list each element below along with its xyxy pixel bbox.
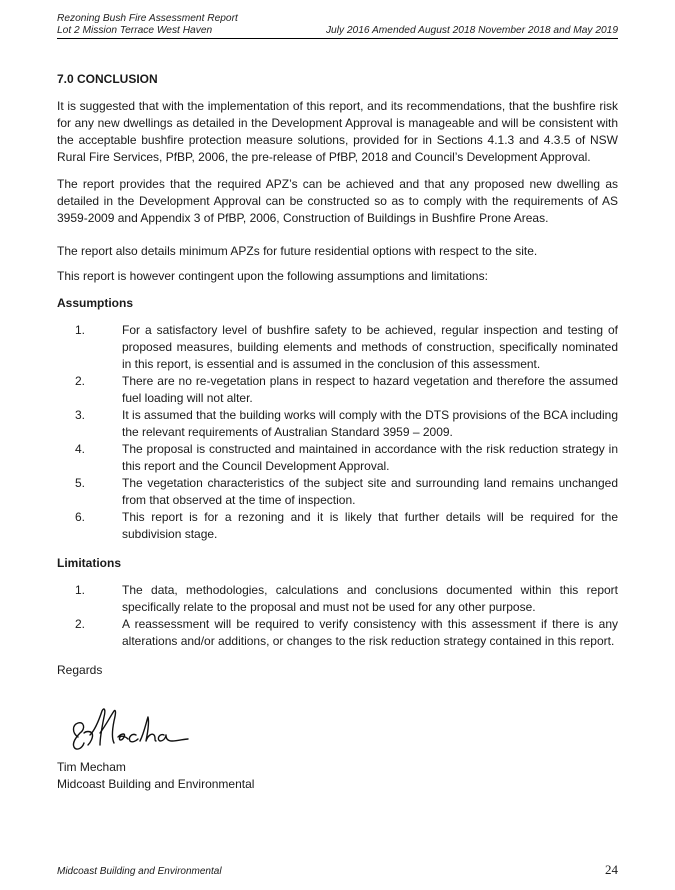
item-number: 1. [75,323,86,337]
item-number: 3. [75,408,86,422]
item-number: 4. [75,442,86,456]
document-body [57,71,618,679]
assumptions-list [57,322,618,543]
signatory-company: Midcoast Building and Environmental [57,777,255,791]
assumptions-heading: Assumptions [57,296,134,310]
signatory-name: Tim Mecham [57,760,126,774]
list-item [57,475,618,509]
header-site: Lot 2 Mission Terrace West Haven [57,25,213,36]
item-number: 6. [75,510,86,524]
list-item [57,441,618,475]
page-header [57,13,618,39]
item-text: For a satisfactory level of bushfire safety to be achieved, regular inspection and testing of proposed measures, building elements and methods of construction, specifically nominated in this report, is essential and is assumed in the conclusion of this assessment. [122,323,618,371]
item-text: The vegetation characteristics of the subject site and surrounding land remains unchanged from that observed at the time of inspection. [122,476,618,507]
item-number: 2. [75,617,86,631]
list-item [57,509,618,543]
item-number: 2. [75,374,86,388]
list-item [57,407,618,441]
item-text: It is assumed that the building works will comply with the DTS provisions of the BCA including the relevant requirements of Australian Standard 3959 – 2009. [122,408,618,439]
header-row [57,25,618,39]
list-item [57,373,618,407]
header-dates: July 2016 Amended August 2018 November 2018 and May 2019 [325,25,618,36]
list-item [57,616,618,650]
page-footer [57,862,618,878]
limitations-list [57,582,618,650]
paragraph-minimum-apz: The report also details minimum APZs for future residential options with respect to the site. [57,244,538,258]
header-report-title: Rezoning Bush Fire Assessment Report [57,13,238,24]
signature-image [64,703,190,759]
item-text: A reassessment will be required to verify consistency with this assessment if there is any alterations and/or additions, or changes to the risk reduction strategy contained in this report. [122,617,618,648]
paragraph-conclusion: It is suggested that with the implementation of this report, and its recommendations, that the bushfire risk for any new dwellings as detailed in the Development Approval is manageable and will be consistent with the acceptable bushfire protection measure solutions, provided for in Sections 4.1.3 and 4.3.5 of NSW Rural Fire Services, PfBP, 2006, the pre-release of PfBP, 2018 and Council’s Development Approval. [57,99,618,164]
regards-text: Regards [57,663,103,677]
list-item [57,322,618,373]
item-text: The proposal is constructed and maintained in accordance with the risk reduction strategy in this report and the Council Development Approval. [122,442,618,473]
list-item [57,582,618,616]
item-text: This report is for a rezoning and it is likely that further details will be required for the subdivision stage. [122,510,618,541]
paragraph-contingent: This report is however contingent upon the following assumptions and limitations: [57,269,488,283]
item-number: 5. [75,476,86,490]
item-text: There are no re-vegetation plans in respect to hazard vegetation and therefore the assumed fuel loading will not alter. [122,374,618,405]
signature-block [57,759,254,793]
item-number: 1. [75,583,86,597]
limitations-heading: Limitations [57,556,122,570]
section-title: 7.0 CONCLUSION [57,72,158,86]
paragraph-apz: The report provides that the required APZ’s can be achieved and that any proposed new dwelling as detailed in the Development Approval can be constructed so as to comply with the requirements of AS 3959-2009 and Appendix 3 of PfBP, 2006, Construction of Buildings in Bushfire Prone Areas. [57,177,618,225]
page-number: 24 [605,862,618,877]
footer-company: Midcoast Building and Environmental [57,866,222,877]
item-text: The data, methodologies, calculations and conclusions documented within this report specifically relate to the proposal and must not be used for any other purpose. [122,583,618,614]
